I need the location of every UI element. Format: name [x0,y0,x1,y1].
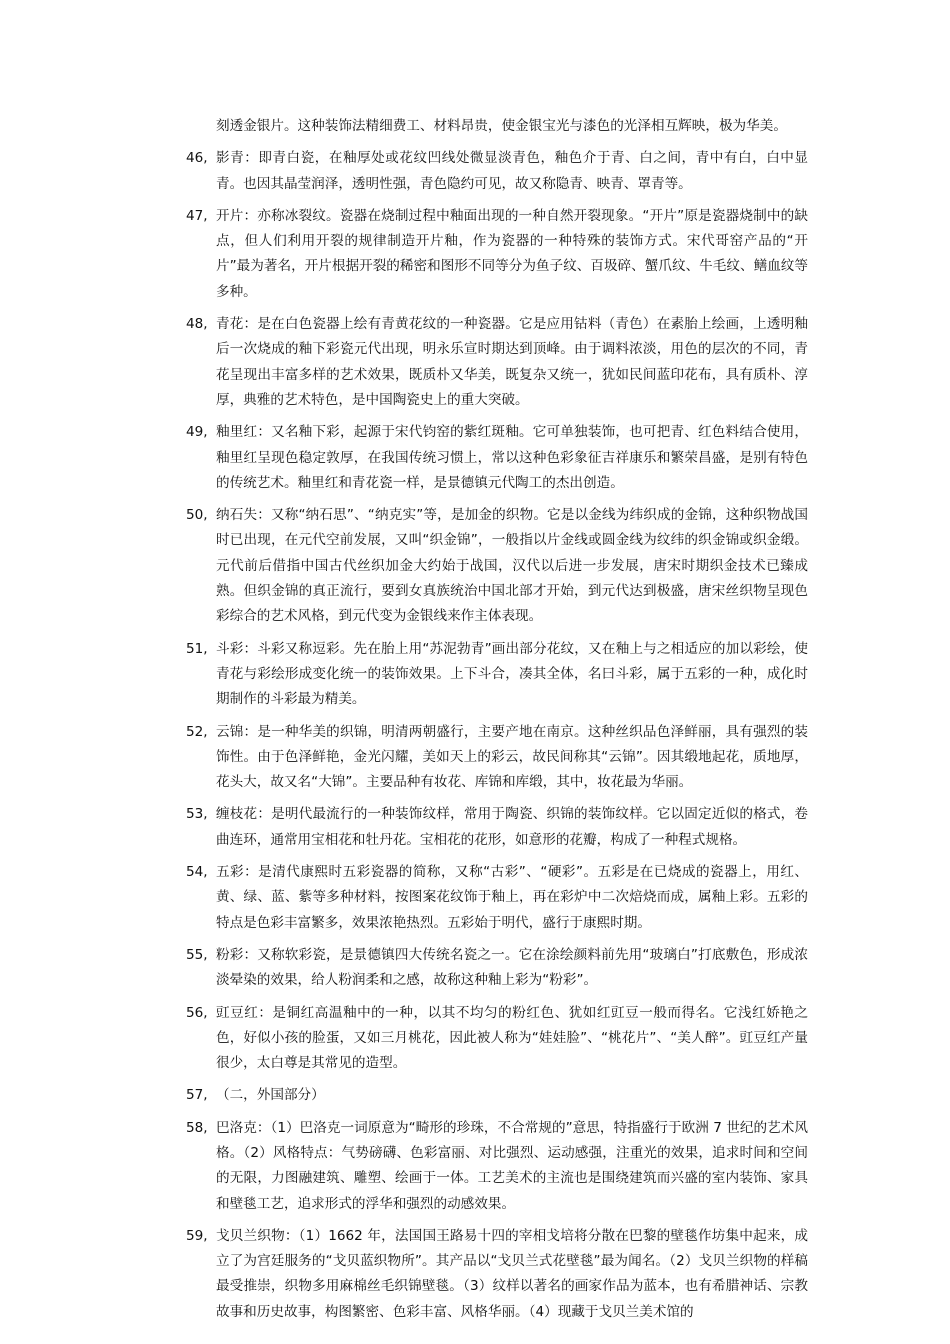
entry-59 [0,1224,950,1325]
entry-55 [0,943,950,994]
entry-text: 青花：是在白色瓷器上绘有青黄花纹的一种瓷器。它是应用钴料（青色）在素胎上绘画，上透明釉后一次烧成的釉下彩瓷元代出现，明永乐宣时期达到顶峰。由于调料浓淡，用色的层次的不同，青花呈现出丰富多样的艺术效果，既质朴又华美，既复杂又统一，犹如民间蓝印花布，具有质朴、淳厚，典雅的艺术特色，是中国陶瓷史上的重大突破。 [216,316,808,408]
entry-number: 46, [186,150,208,167]
entry-number: 59, [186,1227,208,1244]
section-heading: （二，外国部分） [216,1087,325,1104]
entry-47 [0,204,950,305]
entry-54 [0,860,950,936]
entry-text: 缠枝花：是明代最流行的一种装饰纹样，常用于陶瓷、织锦的装饰纹样。它以固定近似的格式，卷曲连环，通常用宝相花和牡丹花。宝相花的花形，如意形的花瓣，构成了一种程式规格。 [216,806,808,848]
entry-text: 纳石失：又称“纳石思”、“纳克实”等，是加金的织物。它是以金线为纬织成的金锦，这种织物战国时已出现，在元代空前发展，又叫“织金锦”，一般指以片金线或圆金线为纹纬的织金锦或织金缎。元代前后借指中国古代丝织加金大约始于战国，汉代以后进一步发展，唐宋时期织金技术已臻成熟。但织金锦的真正流行，要到女真族统治中国北部才开始，到元代达到极盛，唐宋丝织物呈现色彩综合的艺术风格，到元代变为金银线来作主体表现。 [216,507,808,625]
entry-number: 52, [186,723,208,740]
entry-number: 50, [186,507,208,524]
entry-text: 豇豆红：是铜红高温釉中的一种，以其不均匀的粉红色、犹如红豇豆一般而得名。它浅红娇艳之色，好似小孩的脸蛋，又如三月桃花，因此被人称为“娃娃脸”、“桃花片”、“美人醉”。豇豆红产量很少，太白尊是其常见的造型。 [216,1004,808,1072]
entry-number: 54, [186,864,208,881]
entry-text: 釉里红：又名釉下彩，起源于宋代钧窑的紫红斑釉。它可单独装饰，也可把青、红色料结合使用，釉里红呈现色稳定敦厚，在我国传统习惯上，常以这种色彩象征吉祥康乐和繁荣昌盛，是别有特色的传统艺术。釉里红和青花瓷一样，是景德镇元代陶工的杰出创造。 [216,424,808,491]
entry-text: 戈贝兰织物：（1）1662 年，法国国王路易十四的宰相戈培将分散在巴黎的壁毯作坊集中起来，成立了为宫廷服务的“戈贝蓝织物所”。其产品以“戈贝兰式花壁毯”最为闻名。（2）戈贝兰织物的样稿最受推崇，织物多用麻棉丝毛织锦壁毯。（3）纹样以著名的画家作品为蓝本，也有希腊神话、宗教故事和历史故事，构图繁密、色彩丰富、风格华丽。（4）现藏于戈贝兰美术馆的 [216,1227,808,1320]
entry-53 [0,802,950,853]
entry-number: 56, [186,1004,208,1021]
entry-57 [0,1083,950,1108]
entry-45-continuation [0,114,950,139]
entry-number: 48, [186,316,208,333]
entry-number: 58, [186,1119,208,1136]
entry-number: 49, [186,424,208,441]
entry-58 [0,1116,950,1217]
entry-56 [0,1001,950,1077]
entry-number: 57, [186,1087,208,1104]
entry-48 [0,312,950,413]
entry-51 [0,637,950,713]
entry-text: 刻透金银片。这种装饰法精细费工、材料昂贵，使金银宝光与漆色的光泽相互辉映，极为华美。 [216,118,787,134]
entry-text: 斗彩：斗彩又称逗彩。先在胎上用“苏泥勃青”画出部分花纹，又在釉上与之相适应的加以彩绘，使青花与彩绘形成变化统一的装饰效果。上下斗合，凑其全体，名曰斗彩，属于五彩的一种，成化时期制作的斗彩最为精美。 [216,640,808,708]
entry-text: 开片：亦称冰裂纹。瓷器在烧制过程中釉面出现的一种自然开裂现象。“开片”原是瓷器烧制中的缺点，但人们利用开裂的规律制造开片釉，作为瓷器的一种特殊的装饰方式。宋代哥窑产品的“开片”最为著名，开片根据开裂的稀密和图形不同等分为鱼子纹、百圾碎、蟹爪纹、牛毛纹、鳝血纹等多种。 [216,207,808,300]
entry-52 [0,720,950,796]
entry-text: 影青：即青白瓷，在釉厚处或花纹凹线处微显淡青色，釉色介于青、白之间，青中有白，白中显青。也因其晶莹润泽，透明性强，青色隐约可见，故又称隐青、映青、罩青等。 [216,150,808,192]
entry-number: 53, [186,806,208,823]
entry-number: 47, [186,207,208,224]
entry-number: 55, [186,946,208,963]
entry-46 [0,146,950,197]
entry-50 [0,503,950,629]
entry-text: 巴洛克：（1）巴洛克一词原意为“畸形的珍珠，不合常规的”意思，特指盛行于欧洲 7 世纪的艺术风格。（2）风格特点：气势磅礴、色彩富丽、对比强烈、运动感强，注重光的效果，追求时间和空间的无限，力图融建筑、雕塑、绘画于一体。工艺美术的主流也是围绕建筑而兴盛的室内装饰、家具和壁毯工艺，追求形式的浮华和强烈的动感效果。 [216,1119,808,1212]
document-page [0,114,950,1332]
entry-text: 五彩：是清代康熙时五彩瓷器的简称，又称“古彩”、“硬彩”。五彩是在已烧成的瓷器上，用红、黄、绿、蓝、紫等多种材料，按图案花纹饰于釉上，再在彩炉中二次焙烧而成，属釉上彩。五彩的特点是色彩丰富繁多，效果浓艳热烈。五彩始于明代，盛行于康熙时期。 [216,864,808,931]
entry-49 [0,420,950,496]
entry-number: 51, [186,640,208,657]
entry-text: 云锦：是一种华美的织锦，明清两朝盛行，主要产地在南京。这种丝织品色泽鲜丽，具有强烈的装饰性。由于色泽鲜艳，金光闪耀，美如天上的彩云，故民间称其“云锦”。因其缎地起花，质地厚，花头大，故又名“大锦”。主要品种有妆花、库锦和库缎，其中，妆花最为华丽。 [216,723,808,791]
entry-text: 粉彩：又称软彩瓷，是景德镇四大传统名瓷之一。它在涂绘颜料前先用“玻璃白”打底敷色，形成浓淡晕染的效果，给人粉润柔和之感，故称这种釉上彩为“粉彩”。 [216,946,808,989]
